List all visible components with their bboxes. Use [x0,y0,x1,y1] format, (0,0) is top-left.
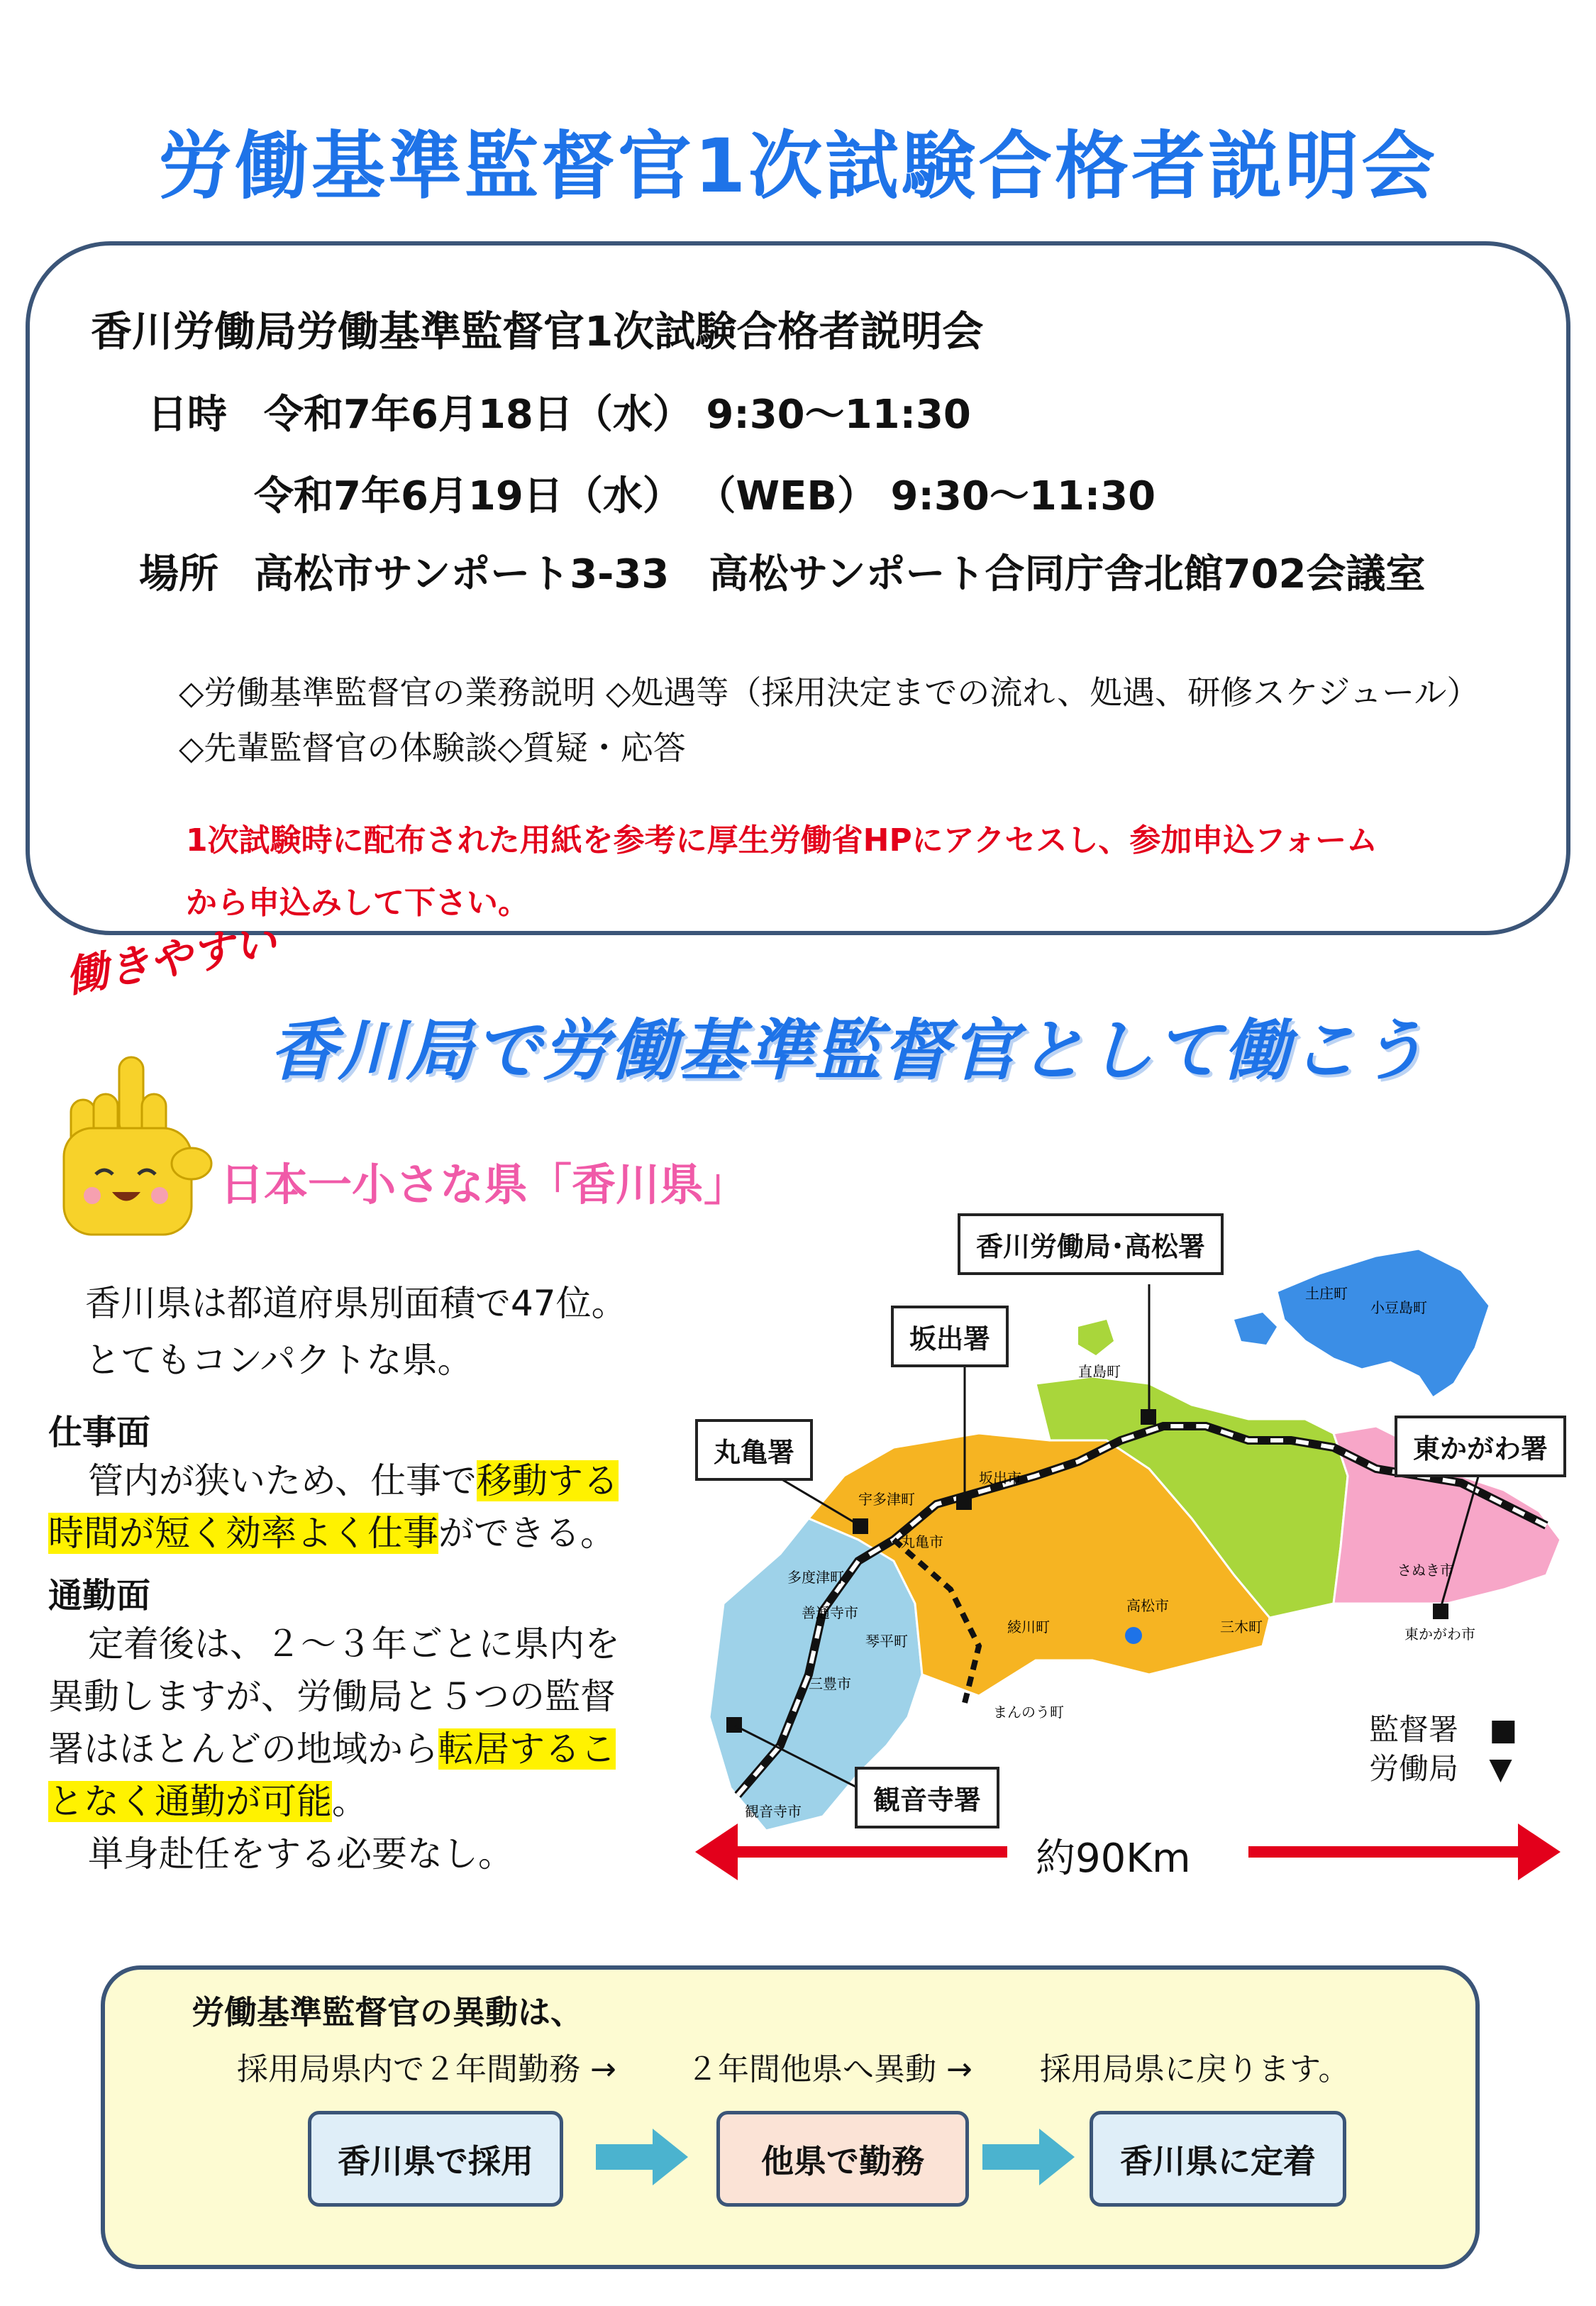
commute-line-3b: 転居するこ [438,1728,616,1770]
work-line-2a: 時間が短く効率よく仕事 [48,1513,438,1554]
intro-line-1: 香川県は都道府県別面積で47位。 [85,1283,627,1324]
legend-office-label: 監督署 [1369,1712,1459,1747]
topics-line-1: ◇労働基準監督官の業務説明 ◇処遇等（採用決定までの流れ、処遇、研修スケジュール） [179,673,1480,712]
town-label: 宇多津町 [858,1491,915,1508]
kanonji-marker [726,1717,742,1733]
label-higashikagawa: 東かがわ署 [1395,1416,1566,1477]
town-label: 善通寺市 [802,1604,858,1621]
takamatsu-city-icon [1125,1627,1142,1644]
town-label: 坂出市 [979,1469,1021,1486]
marugame-marker [853,1518,868,1534]
intro-line-2: とてもコンパクトな県。 [85,1340,473,1381]
work-line-1b: 移動する [477,1460,619,1501]
town-label: まんのう町 [993,1704,1064,1721]
map-shodoshima [1277,1249,1490,1398]
flow-arrow-icon [596,2129,688,2185]
label-marugame: 丸亀署 [695,1419,813,1481]
town-label: 多度津町 [787,1569,844,1586]
town-label: 琴平町 [865,1633,908,1650]
transfer-flow-2: ２年間他県へ異動 → [687,2051,972,2087]
commute-line-3a: 署はほとんどの地域から [48,1728,438,1770]
catch-copy: 働きやすい [62,917,280,1003]
transfer-flow-3: 採用局県に戻ります。 [1040,2051,1350,2087]
legend-office [1369,1706,1517,1749]
commute-line-2: 異動しますが、労働局と５つの監督 [48,1676,616,1717]
label-kanonji: 観音寺署 [855,1767,999,1828]
topics-line-2: ◇先輩監督官の体験談◇質疑・応答 [179,729,686,767]
commute-line-1: 定着後は、２～３年ごとに県内を [88,1623,620,1665]
label-sakaide: 坂出署 [891,1306,1009,1367]
flow-box-other: 他県で勤務 [716,2111,969,2207]
legend-bureau-symbol: ▼ [1489,1751,1512,1786]
label-kagawa-rodokyoku: 香川労働局･高松署 [958,1213,1224,1275]
town-label: 土庄町 [1305,1285,1348,1302]
commute-line-5: 単身赴任をする必要なし。 [88,1833,514,1875]
commute-line-3 [48,1723,616,1775]
transfer-flow-1: 採用局県内で２年間勤務 → [237,2051,616,2087]
place-label: 場所 [139,551,218,597]
work-line-2 [48,1507,616,1560]
page-title: 労働基準監督官1次試験合格者説明会 [157,123,1439,209]
town-label: 綾川町 [1007,1618,1050,1635]
town-label: 観音寺市 [745,1803,802,1820]
subhead: 日本一小さな県「香川県」 [220,1159,748,1210]
commute-line-4a: となく通勤が可能 [48,1781,332,1822]
info-heading: 香川労働局労働基準監督官1次試験合格者説明会 [91,307,984,355]
legend-bureau-label: 労働局 [1369,1751,1459,1786]
town-label: 直島町 [1078,1363,1121,1380]
datetime-1: 令和7年6月18日（水） 9:30～11:30 [264,392,971,438]
town-label: 三豊市 [809,1675,851,1692]
commute-line-4b: 。 [332,1781,367,1822]
headline: 香川局で労働基準監督官として働こう [270,1013,1428,1090]
work-line-1a: 管内が狭いため、仕事で [88,1460,477,1501]
arrow-left-icon [695,1824,738,1880]
town-label: 丸亀市 [901,1533,943,1550]
map-teshima [1234,1313,1277,1345]
work-heading: 仕事面 [48,1413,151,1452]
distance-label: 約90Km [1036,1836,1191,1882]
town-label: 高松市 [1126,1597,1169,1614]
legend-bureau [1369,1745,1512,1788]
town-label: 三木町 [1220,1618,1263,1635]
transfer-heading: 労働基準監督官の異動は、 [192,1993,583,2031]
work-line-1 [48,1455,619,1507]
town-label: 小豆島町 [1370,1299,1427,1316]
town-label: 東かがわ市 [1404,1626,1475,1643]
flow-arrow-icon [982,2129,1075,2185]
arrow-right-icon [1518,1824,1561,1880]
note-line-1: 1次試験時に配布された用紙を参考に厚生労働省HPにアクセスし、参加申込フォーム [186,822,1378,859]
work-line-2b: ができる。 [438,1513,616,1554]
legend-office-symbol: ■ [1489,1712,1518,1747]
datetime-label: 日時 [148,392,227,438]
town-label: さぬき市 [1397,1562,1454,1579]
commute-heading: 通勤面 [48,1576,151,1616]
note-line-2: から申込みして下さい。 [186,885,529,921]
commute-line-4 [48,1775,367,1828]
mascot-hand-icon [57,1050,213,1242]
place-text: 高松市サンポート3-33 高松サンポート合同庁舎北館702会議室 [254,551,1426,597]
flow-box-hire: 香川県で採用 [308,2111,563,2207]
flow-box-settle: 香川県に定着 [1090,2111,1346,2207]
datetime-2: 令和7年6月19日（水） （WEB） 9:30～11:30 [254,473,1156,519]
map-naoshima [1078,1320,1114,1355]
